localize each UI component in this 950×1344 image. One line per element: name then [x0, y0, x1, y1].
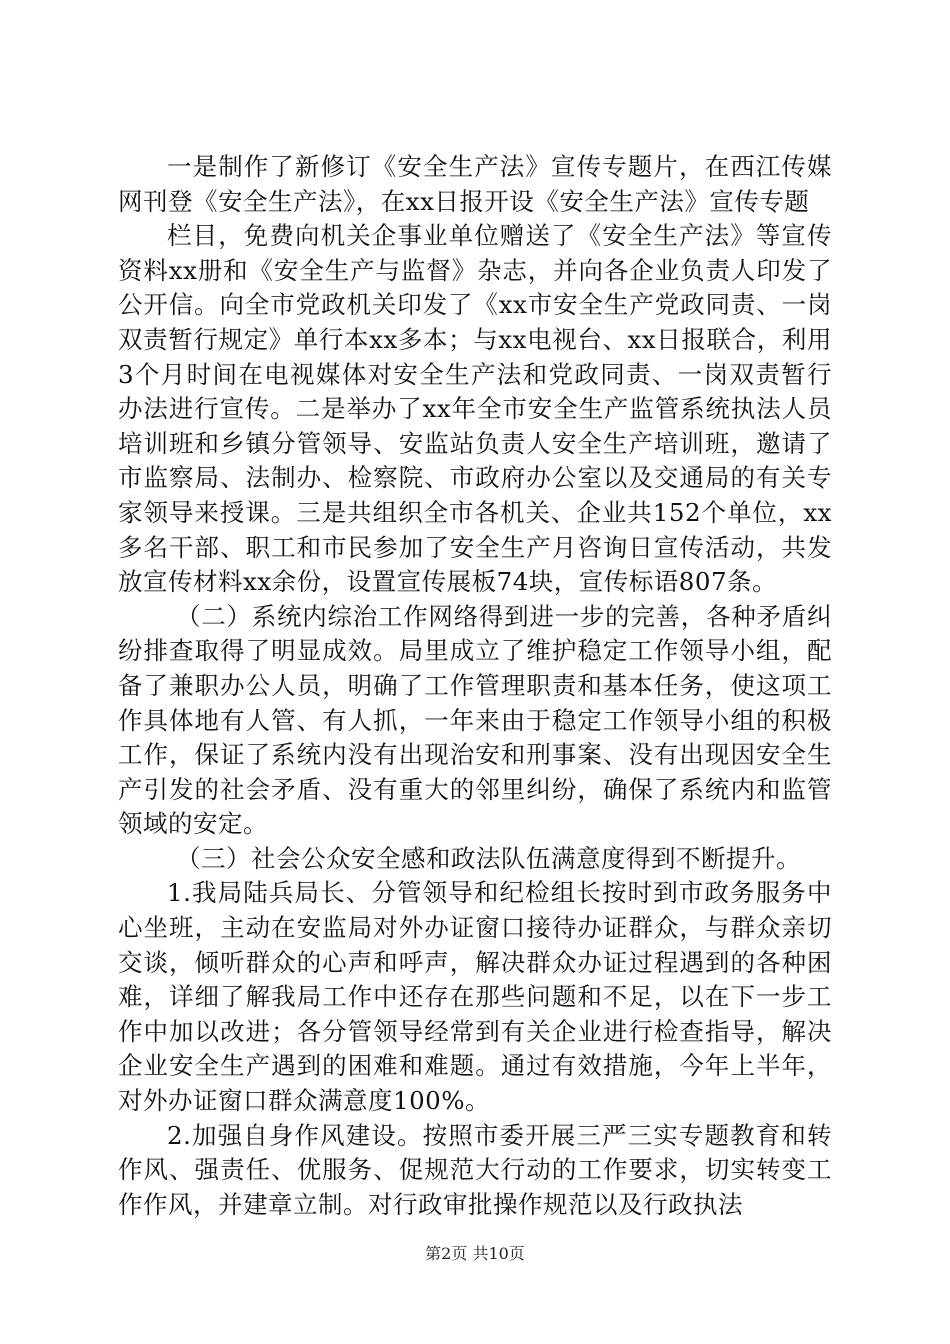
- page-number-footer: 第2页 共10页: [425, 1244, 525, 1263]
- paragraph-publicity-materials: 栏目，免费向机关企事业单位赠送了《安全生产法》等宣传资料xx册和《安全生产与监督》杂志，并向各企业负责人印发了公开信。向全市党政机关印发了《xx市安全生产党政同责、一岗双责暂行规定》单行本xx多本；与xx电视台、xx日报联合，利用3个月时间在电视媒体对安全生产法和党政同责、一岗双责暂行办法进行宣传。二是举办了xx年全市安全生产监管系统执法人员培训班和乡镇分管领导、安监站负责人安全生产培训班，邀请了市监察局、法制办、检察院、市政府办公室以及交通局的有关专家领导来授课。三是共组织全市各机关、企业共152个单位，xx多名干部、职工和市民参加了安全生产月咨询日宣传活动，共发放宣传材料xx余份，设置宣传展板74块，宣传标语807条。: [118, 221, 832, 597]
- paragraph-item-two: 2.加强自身作风建设。按照市委开展三严三实专题教育和转作风、强责任、优服务、促规范大行动的工作要求，切实转变工作作风，并建章立制。对行政审批操作规范以及行政执法: [118, 1120, 832, 1219]
- paragraph-section-two: （二）系统内综治工作网络得到进一步的完善，各种矛盾纠纷排查取得了明显成效。局里成立了维护稳定工作领导小组，配备了兼职办公人员，明确了工作管理职责和基本任务，使这项工作具体地有人管、有人抓，一年来由于稳定工作领导小组的积极工作，保证了系统内没有出现治安和刑事案、没有出现因安全生产引发的社会矛盾、没有重大的邻里纠纷，确保了系统内和监管领域的安定。: [118, 601, 832, 839]
- paragraph-section-three-heading: （三）社会公众安全感和政法队伍满意度得到不断提升。: [176, 843, 801, 873]
- document-body: [118, 150, 832, 1222]
- paragraph-publicity-film: 一是制作了新修订《安全生产法》宣传专题片，在西江传媒网刊登《安全生产法》，在xx日报开设《安全生产法》宣传专题: [118, 152, 832, 216]
- paragraph-item-one: 1.我局陆兵局长、分管领导和纪检组长按时到市政务服务中心坐班，主动在安监局对外办证窗口接待办证群众，与群众亲切交谈，倾听群众的心声和呼声，解决群众办证过程遇到的各种困难，详细了解我局工作中还存在那些问题和不足，以在下一步工作中加以改进；各分管领导经常到有关企业进行检查指导，解决企业安全生产遇到的困难和难题。通过有效措施，今年上半年，对外办证窗口群众满意度100%。: [118, 878, 832, 1116]
